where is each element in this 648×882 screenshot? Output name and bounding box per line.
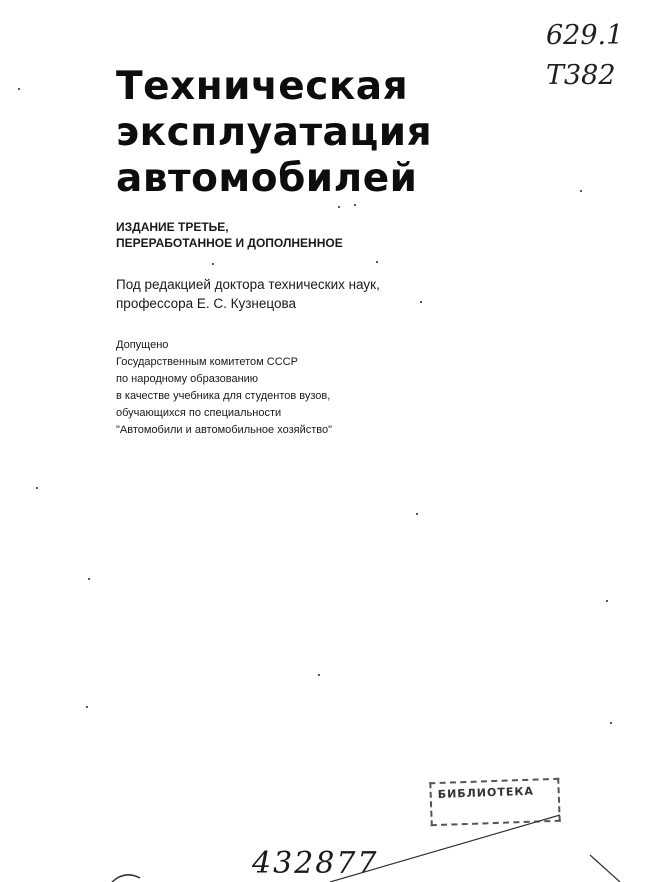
scan-speck (580, 190, 582, 192)
approval-line-3: по народному образованию (116, 373, 259, 385)
scan-speck (36, 487, 38, 489)
call-number-line-2: Т382 (546, 60, 616, 91)
approval-line-1: Допущено (116, 339, 169, 351)
page-curl-mark (112, 875, 140, 882)
approval-line-6: "Автомобили и автомобильное хозяйство" (116, 424, 333, 436)
scan-speck (212, 263, 214, 265)
title-line-3: автомобилей (116, 156, 418, 201)
scan-speck (86, 706, 88, 708)
approval-line-4: в качестве учебника для студентов вузов, (116, 390, 331, 402)
handwritten-inventory-number: 432877 (252, 846, 379, 881)
editor-line-2: профессора Е. С. Кузнецова (116, 296, 297, 311)
scan-speck (338, 206, 340, 208)
scan-speck (376, 261, 378, 263)
scan-speck (606, 600, 608, 602)
scan-speck (354, 204, 356, 206)
pen-stroke-line (330, 815, 560, 882)
scan-speck (18, 88, 20, 90)
corner-stroke (590, 855, 620, 882)
edition-line-2: ПЕРЕРАБОТАННОЕ И ДОПОЛНЕННОЕ (116, 236, 343, 250)
scan-speck (416, 513, 418, 515)
approval-line-2: Государственным комитетом СССР (116, 356, 298, 368)
title-line-1: Техническая (116, 64, 409, 109)
approval-line-5: обучающихся по специальности (116, 407, 282, 419)
library-stamp-text: БИБЛИОТЕКА (437, 784, 535, 801)
edition-line-1: ИЗДАНИЕ ТРЕТЬЕ, (116, 220, 229, 234)
title-line-2: эксплуатация (116, 110, 433, 155)
scan-speck (610, 722, 612, 724)
editor-line-1: Под редакцией доктора технических наук, (116, 277, 380, 292)
scan-speck (318, 674, 320, 676)
scan-speck (420, 301, 422, 303)
scan-speck (88, 578, 90, 580)
call-number-line-1: 629.1 (546, 20, 624, 51)
